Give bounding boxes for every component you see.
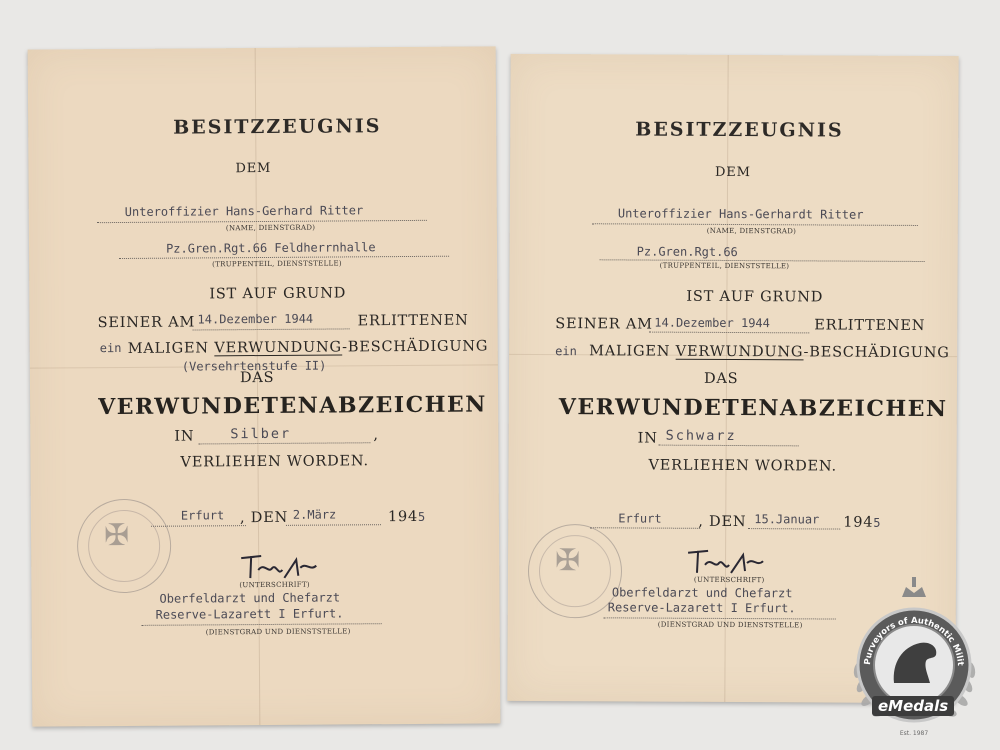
name-field: Unteroffizier Hans-Gerhard Ritter xyxy=(124,203,364,219)
versehrtenstufe-field: (Versehrtenstufe II) xyxy=(181,358,327,374)
signer-line-1: Oberfeldarzt und Chefarzt xyxy=(611,585,793,601)
signer-line-1: Oberfeldarzt und Chefarzt xyxy=(159,590,341,606)
unit-caption: (TRUPPENTEIL, DIENSTSTELLE) xyxy=(659,261,790,271)
unit-field: Pz.Gren.Rgt.66 xyxy=(636,244,738,260)
official-stamp xyxy=(77,499,172,594)
certificate-title: BESITZZEUGNIS xyxy=(635,118,844,142)
place-field: Erfurt xyxy=(618,511,662,526)
grade-comma: , xyxy=(373,427,379,444)
verwundung-label: VERWUNDUNG xyxy=(214,339,343,357)
in-label: IN xyxy=(174,428,195,445)
maligen-label: MALIGEN xyxy=(589,343,671,360)
verliehen-label: VERLIEHEN WORDEN. xyxy=(648,457,837,475)
unit-caption: (TRUPPENTEIL, DIENSTSTELLE) xyxy=(212,259,342,269)
year-typed: 5 xyxy=(873,515,882,530)
wound-date-field: 14.Dezember 1944 xyxy=(197,311,314,327)
award-name: VERWUNDETENABZEICHEN xyxy=(98,391,487,421)
emedals-watermark-logo xyxy=(842,575,987,745)
certificate-left xyxy=(28,46,501,726)
seiner-am-label: SEINER AM xyxy=(97,314,196,332)
issue-date-field: 15.Januar xyxy=(754,512,820,527)
certificate-title: BESITZZEUGNIS xyxy=(173,115,382,139)
ein-field: ein xyxy=(99,340,122,356)
award-name: VERWUNDETENABZEICHEN xyxy=(558,394,948,423)
ist-auf-grund: IST AUF GRUND xyxy=(209,285,347,303)
in-label: IN xyxy=(637,430,658,447)
unit-field: Pz.Gren.Rgt.66 Feldherrnhalle xyxy=(165,240,376,256)
ist-auf-grund: IST AUF GRUND xyxy=(686,288,824,306)
year-printed: 194 xyxy=(843,514,874,531)
signer-caption: (DIENSTGRAD UND DIENSTSTELLE) xyxy=(657,620,803,630)
year-typed: 5 xyxy=(417,509,427,524)
issue-date-field: 2.März xyxy=(292,507,337,522)
verwundung-label: VERWUNDUNG xyxy=(675,343,804,361)
signature-caption: (UNTERSCHRIFT) xyxy=(239,580,310,590)
watermark-est: Est. 1987 xyxy=(899,730,929,737)
das-label: DAS xyxy=(703,370,739,388)
eagle-emblem-icon: ✠ xyxy=(554,543,581,579)
ein-field: ein xyxy=(555,344,577,359)
maligen-label: MALIGEN xyxy=(127,340,209,357)
grade-field: Schwarz xyxy=(665,427,737,445)
dem-label: DEM xyxy=(715,164,751,181)
erlittenen-label: ERLITTENEN xyxy=(814,317,926,335)
signer-line-2: Reserve-Lazarett I Erfurt. xyxy=(155,606,344,622)
wound-date-field: 14.Dezember 1944 xyxy=(654,315,770,331)
name-caption: (NAME, DIENSTGRAD) xyxy=(706,226,797,236)
year-printed: 194 xyxy=(387,508,419,526)
signature-caption: (UNTERSCHRIFT) xyxy=(693,575,765,585)
signer-caption: (DIENSTGRAD UND DIENSTSTELLE) xyxy=(205,627,351,637)
seiner-am-label: SEINER AM xyxy=(555,316,653,333)
name-field: Unteroffizier Hans-Gerhardt Ritter xyxy=(617,206,864,222)
den-label: , DEN xyxy=(698,513,747,531)
den-label: , DEN xyxy=(239,509,289,527)
watermark-arc-text: Purveyors of Authentic Milit xyxy=(862,615,966,667)
beschaedigung-label: -BESCHÄDIGUNG xyxy=(803,344,950,362)
grade-field: Silber xyxy=(230,425,292,443)
emedals-badge-icon xyxy=(842,575,987,745)
eagle-emblem-icon: ✠ xyxy=(103,517,130,554)
watermark-brand: eMedals xyxy=(872,696,954,716)
das-label: DAS xyxy=(239,369,275,387)
verliehen-label: VERLIEHEN WORDEN. xyxy=(180,453,369,471)
dem-label: DEM xyxy=(235,160,272,177)
place-field: Erfurt xyxy=(180,508,225,523)
beschaedigung-label: -BESCHÄDIGUNG xyxy=(342,338,489,356)
erlittenen-label: ERLITTENEN xyxy=(357,312,469,330)
signer-line-2: Reserve-Lazarett I Erfurt. xyxy=(607,600,796,616)
name-caption: (NAME, DIENSTGRAD) xyxy=(225,223,316,233)
